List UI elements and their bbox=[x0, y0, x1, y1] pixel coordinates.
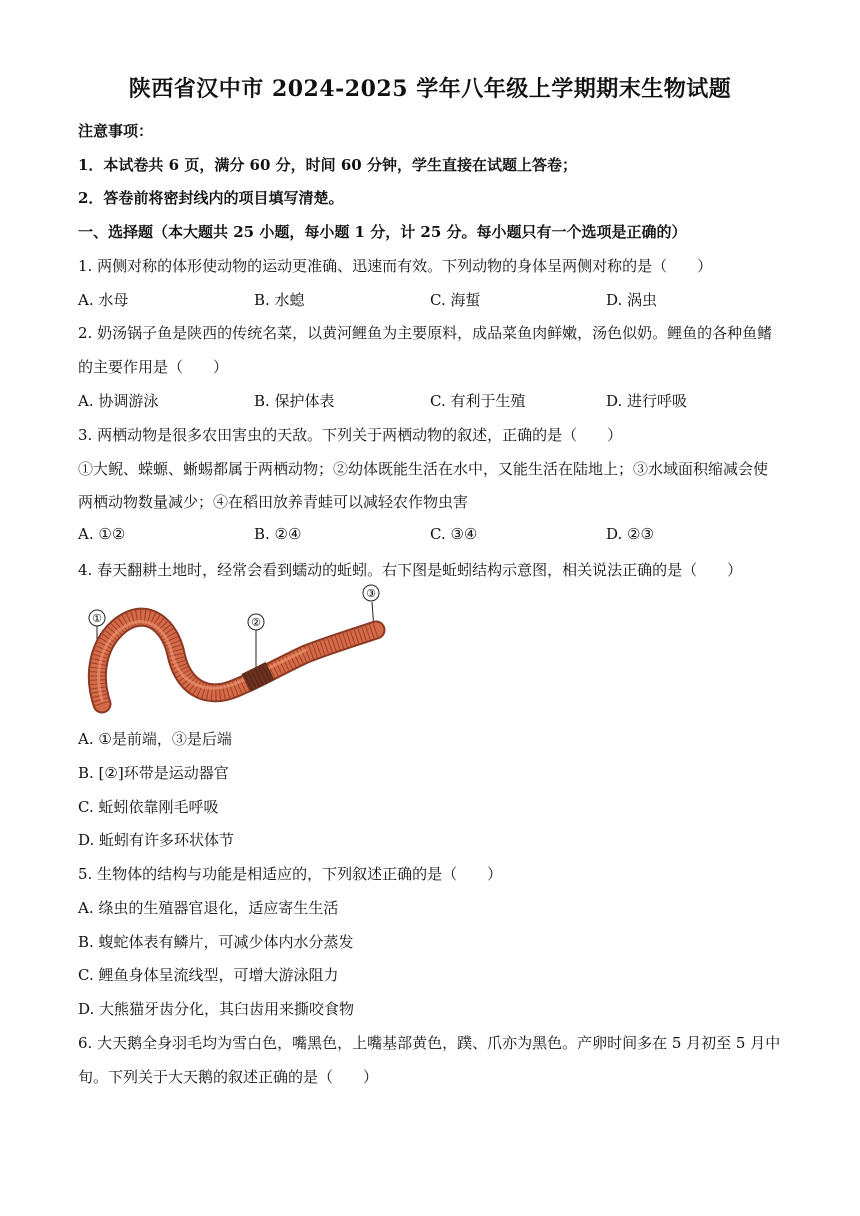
page-title: 陕西省汉中市 2024-2025 学年八年级上学期期末生物试题 bbox=[128, 76, 732, 102]
q5-option-d: D. 大熊猫牙齿分化，其臼齿用来撕咬食物 bbox=[78, 1000, 355, 1018]
q3-option-d: D. ②③ bbox=[606, 525, 654, 543]
label-1: ① bbox=[92, 613, 102, 625]
question-2-stem-cont: 的主要作用是（ ） bbox=[78, 358, 229, 376]
q4-option-b: B. [②]环带是运动器官 bbox=[78, 764, 229, 782]
q5-option-b: B. 蝮蛇体表有鳞片，可减少体内水分蒸发 bbox=[78, 933, 354, 951]
q1-option-a: A. 水母 bbox=[78, 291, 129, 309]
earthworm-figure bbox=[78, 582, 388, 717]
question-3-stem: 3. 两栖动物是很多农田害虫的天敌。下列关于两栖动物的叙述，正确的是（ ） bbox=[78, 426, 623, 444]
q1-option-d: D. 涡虫 bbox=[606, 291, 658, 309]
section-heading: 一、选择题（本大题共 25 小题，每小题 1 分，计 25 分。每小题只有一个选项是正确的） bbox=[78, 223, 687, 241]
q3-option-b: B. ②④ bbox=[254, 525, 302, 543]
notice-item-1: 1．本试卷共 6 页，满分 60 分，时间 60 分钟，学生直接在试题上答卷； bbox=[78, 156, 577, 174]
question-3-statements: ①大鲵、蝾螈、蜥蜴都属于两栖动物；②幼体既能生活在水中，又能生活在陆地上；③水域面积缩减会使 bbox=[78, 460, 769, 478]
q3-option-a: A. ①② bbox=[78, 525, 126, 543]
question-4-stem: 4. 春天翻耕土地时，经常会看到蠕动的蚯蚓。右下图是蚯蚓结构示意图，相关说法正确的是（ ） bbox=[78, 561, 743, 579]
q2-option-b: B. 保护体表 bbox=[254, 392, 335, 410]
q1-option-c: C. 海蜇 bbox=[430, 291, 481, 309]
question-2-stem: 2. 奶汤锅子鱼是陕西的传统名菜，以黄河鲤鱼为主要原料，成品菜鱼肉鲜嫩，汤色似奶。鲤鱼的各种鱼鳍 bbox=[78, 324, 773, 342]
q4-option-a: A. ①是前端，③是后端 bbox=[78, 730, 232, 748]
notice-item-2: 2．答卷前将密封线内的项目填写清楚。 bbox=[78, 189, 344, 207]
q2-option-a: A. 协调游泳 bbox=[78, 392, 159, 410]
q5-option-a: A. 绦虫的生殖器官退化，适应寄生生活 bbox=[78, 899, 339, 917]
q3-option-c: C. ③④ bbox=[430, 525, 478, 543]
label-2: ② bbox=[251, 617, 261, 629]
question-1-stem: 1. 两侧对称的体形使动物的运动更准确、迅速而有效。下列动物的身体呈两侧对称的是（ ） bbox=[78, 257, 713, 275]
q2-option-d: D. 进行呼吸 bbox=[606, 392, 688, 410]
notice-heading: 注意事项： bbox=[78, 122, 154, 140]
earthworm-segments bbox=[97, 617, 376, 704]
question-5-stem: 5. 生物体的结构与功能是相适应的，下列叙述正确的是（ ） bbox=[78, 865, 503, 883]
q4-option-d: D. 蚯蚓有许多环状体节 bbox=[78, 831, 235, 849]
q5-option-c: C. 鲤鱼身体呈流线型，可增大游泳阻力 bbox=[78, 966, 339, 984]
q2-option-c: C. 有利于生殖 bbox=[430, 392, 526, 410]
question-6-stem-cont: 旬。下列关于大天鹅的叙述正确的是（ ） bbox=[78, 1068, 379, 1086]
question-3-statements-cont: 两栖动物数量减少；④在稻田放养青蛙可以减轻农作物虫害 bbox=[78, 493, 469, 511]
label-3: ③ bbox=[366, 588, 376, 600]
earthworm-diagram bbox=[78, 582, 388, 717]
question-6-stem: 6. 大天鹅全身羽毛均为雪白色，嘴黑色，上嘴基部黄色，蹼、爪亦为黑色。产卵时间多在 5 月初至 5 月中 bbox=[78, 1034, 781, 1052]
q4-option-c: C. 蚯蚓依靠刚毛呼吸 bbox=[78, 798, 219, 816]
q1-option-b: B. 水螅 bbox=[254, 291, 305, 309]
